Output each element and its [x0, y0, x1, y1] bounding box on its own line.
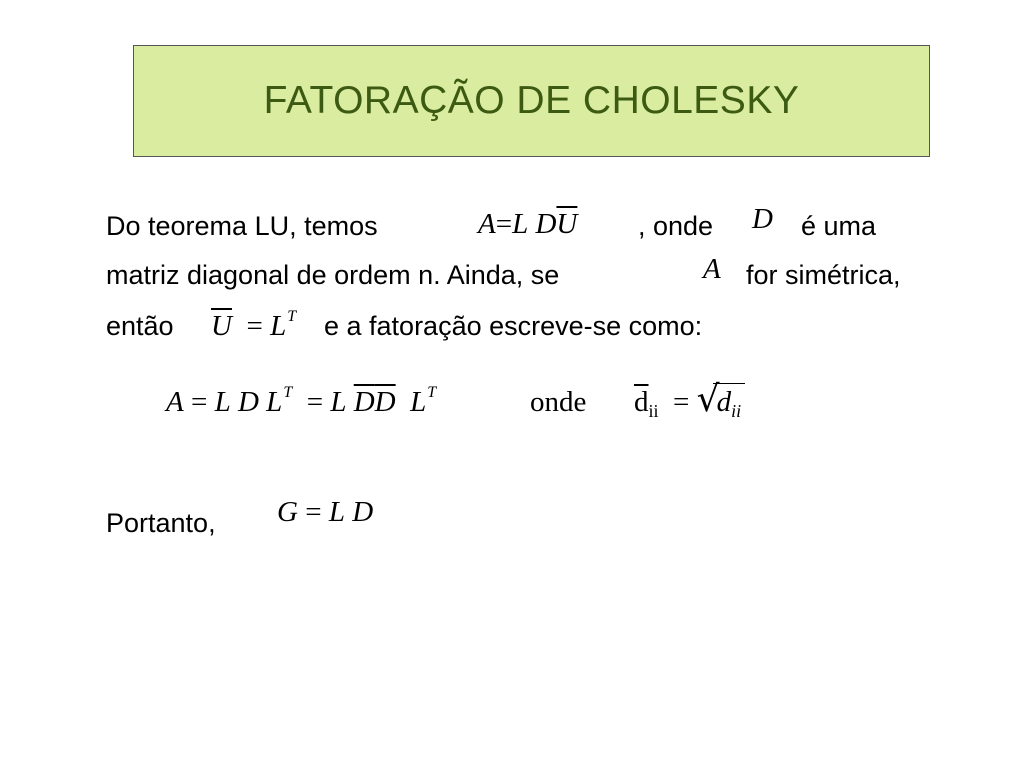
equation-g-ld: G = L D — [277, 496, 374, 528]
text-line1-b: , onde — [638, 211, 714, 241]
variable-a: A — [703, 253, 721, 285]
equation-dbar-sqrt: $\overline{d}_{ii}$ = √ $d_{ii}$ — [634, 388, 741, 417]
text-line2-b: for simétrica, — [746, 260, 901, 290]
equation-cholesky: A = L D $L^T = L$ $\overline{D}\overline{D}$ $L^T$ — [166, 384, 437, 418]
variable-d: D — [752, 203, 773, 235]
text-line2-a: matriz diagonal de ordem n. Ainda, se — [106, 260, 560, 290]
sqrt-symbol: √ $d_{ii}$ — [697, 388, 742, 417]
text-line1-c: é uma — [801, 211, 877, 241]
equation-a-ldu: A=L $D\overline{U}$ — [478, 208, 578, 240]
text-line1-a: Do teorema LU, temos — [106, 211, 378, 241]
text-line3-b: e a fatoração escreve-se como: — [324, 311, 703, 341]
text-line3-a: então — [106, 311, 174, 341]
text-portanto: Portanto, — [106, 508, 216, 538]
slide-title: FATORAÇÃO DE CHOLESKY — [263, 79, 800, 122]
equation-u-lt: $\overline{U} = L^T$ — [211, 308, 297, 342]
word-onde: onde — [530, 386, 587, 418]
slide-title-box — [133, 45, 930, 157]
